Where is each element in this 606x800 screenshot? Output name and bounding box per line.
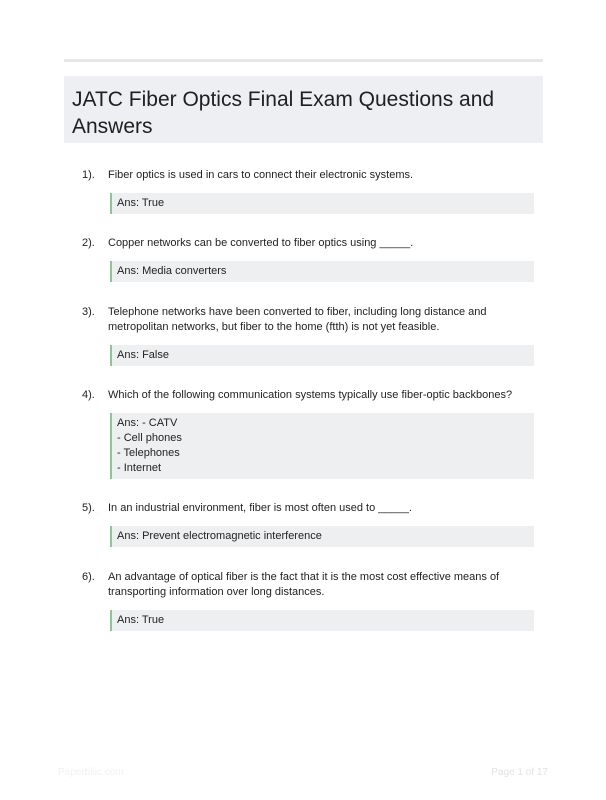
answer-box: Ans: Media converters <box>110 261 534 282</box>
answer-box: Ans: - CATV - Cell phones - Telephones - Internet <box>110 413 534 479</box>
question-text: Telephone networks have been converted to fiber, including long distance and metropolitan networks, but fiber to the home (ftth) is not yet feasible. <box>108 306 487 333</box>
question-text: Which of the following communication systems typically use fiber-optic backbones? <box>108 389 513 401</box>
question-number: 5). <box>82 502 95 514</box>
question-number: 6). <box>82 571 95 583</box>
question-text: Fiber optics is used in cars to connect their electronic systems. <box>108 169 414 181</box>
answer-box: Ans: True <box>110 610 534 631</box>
question-number: 3). <box>82 306 95 318</box>
answer-box: Ans: False <box>110 345 534 366</box>
question-number: 2). <box>82 237 95 249</box>
question-number: 1). <box>82 169 95 181</box>
answer-box: Ans: Prevent electromagnetic interference <box>110 526 534 547</box>
title-banner <box>64 76 543 143</box>
top-divider <box>64 59 543 62</box>
answer-box: Ans: True <box>110 193 534 214</box>
question-text: In an industrial environment, fiber is most often used to _____. <box>108 502 412 514</box>
question-number: 4). <box>82 389 95 401</box>
question-text: Copper networks can be converted to fiber optics using _____. <box>108 237 414 249</box>
question-text: An advantage of optical fiber is the fact that it is the most cost effective means of transporting information over long distances. <box>108 571 500 598</box>
page-title: JATC Fiber Optics Final Exam Questions and Answers <box>72 88 495 138</box>
footer-page-number: Page 1 of 17 <box>491 767 548 778</box>
footer-site-watermark: Paperbliic.com <box>58 767 124 778</box>
